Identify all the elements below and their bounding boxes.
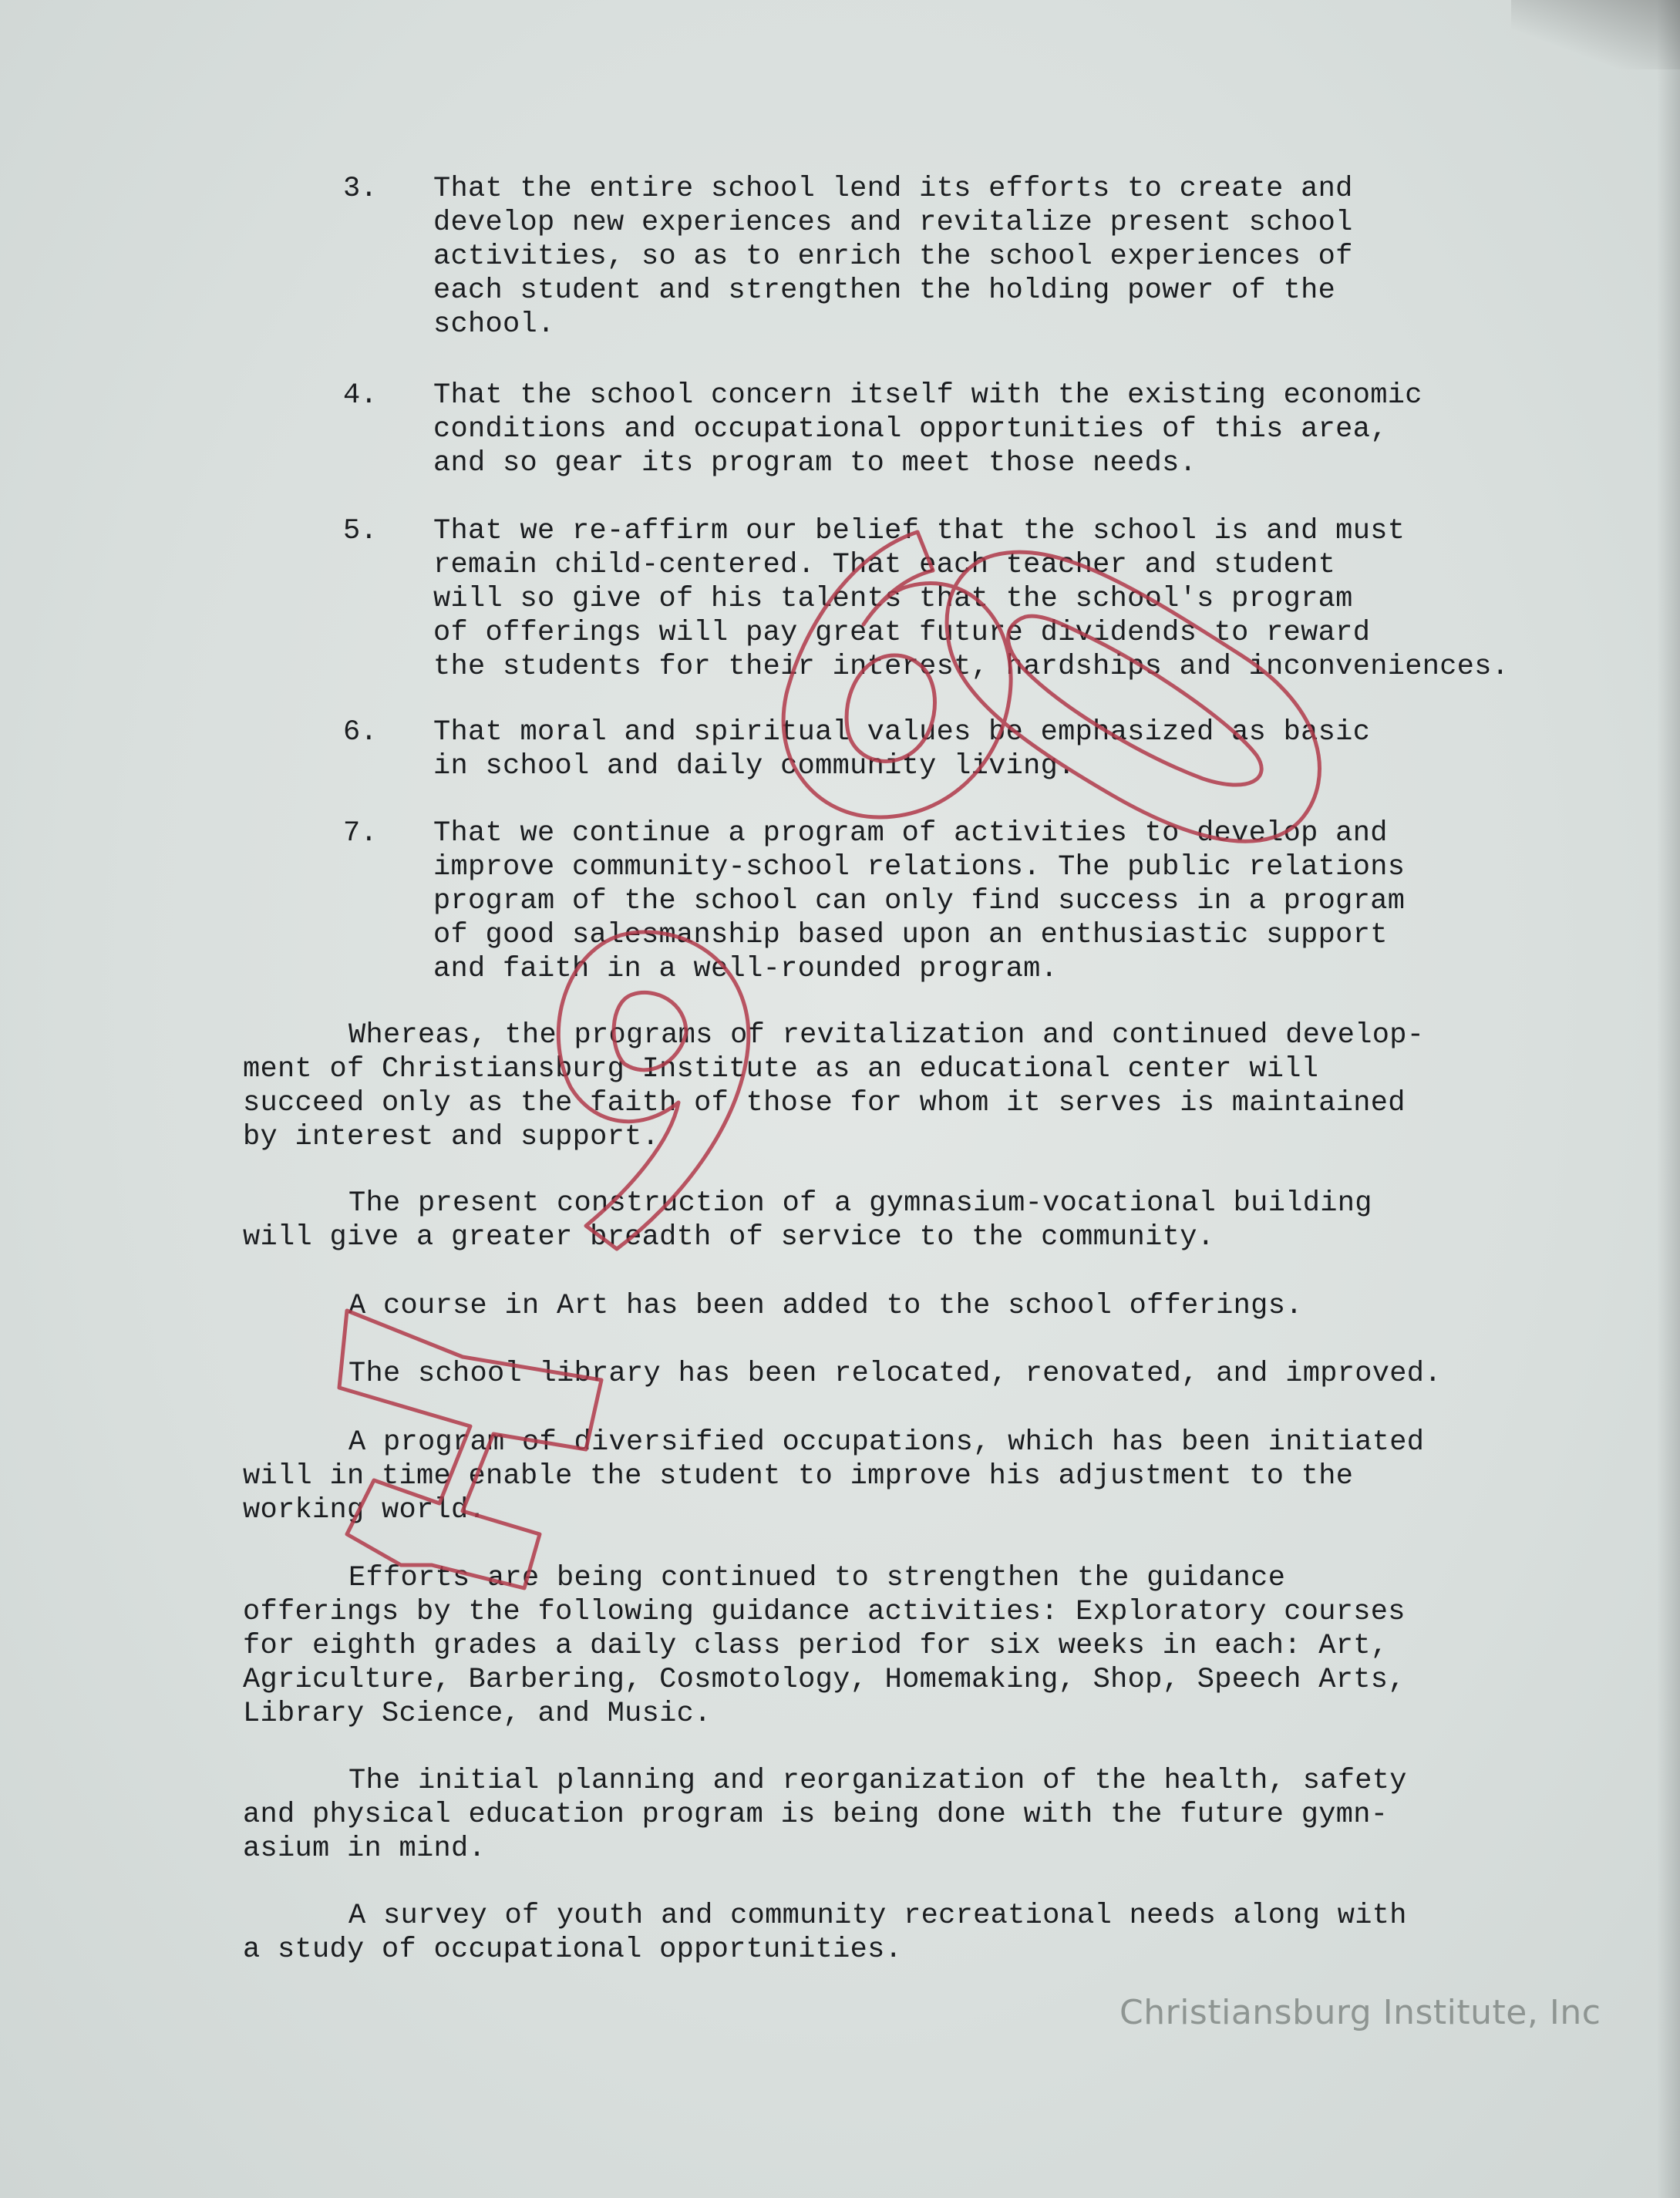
item-text: That we continue a program of activities to develop and improve community-school relations. The public relations program of the school can only find success in a program of good salesmanship based upon an enthusiastic support and faith in a well-rounded program. (433, 817, 1406, 985)
stamp-digit-0 (947, 552, 1319, 841)
paragraph-text: A survey of youth and community recreational needs along with a study of occupational opportunities. (243, 1900, 1407, 1966)
item-number: 4. (343, 379, 378, 412)
watermark: Christiansburg Institute, Inc (1119, 1993, 1601, 2032)
paragraph-text: A course in Art has been added to the school offerings. (348, 1290, 1303, 1322)
paragraph-text: The initial planning and reorganization of the health, safety and physical education program is being done with the future gymn- asium in mind. (243, 1765, 1407, 1865)
stamp-digit-1 (339, 1311, 601, 1588)
item-text: That the entire school lend its efforts to create and develop new experiences and revitalize present school activities, so as to enrich the school experiences of each student and strengthen the holding power of the school. (433, 173, 1353, 341)
item-number: 7. (343, 817, 378, 850)
paragraph-text: The present construction of a gymnasium-vocational building will give a greater breadth of service to the community. (243, 1187, 1372, 1254)
item-text: That moral and spiritual values be emphasized as basic in school and daily community living. (433, 716, 1371, 783)
item-number: 6. (343, 716, 378, 749)
paragraph-text: A program of diversified occupations, which has been initiated will in time enable the student to improve his adjustment to the working world. (243, 1426, 1425, 1526)
item-text: That the school concern itself with the existing economic conditions and occupational opportunities of this area, and so gear its program to meet those needs. (433, 379, 1422, 480)
item-text: That we re-affirm our belief that the school is and must remain child-centered. That each teacher and student will so give of his talents that the school's program of offerings will pay great future dividends to reward the students for their interest, hardships and inconveniences. (433, 515, 1510, 683)
paragraph-text: Efforts are being continued to strengthen the guidance offerings by the following guidance activities: Exploratory courses for eighth grades a daily class period for six weeks in each: Art, Agriculture, Barbering, Cosmotology, Homemaking, Shop, Speech Arts, Library Science, and Music. (243, 1562, 1406, 1730)
item-number: 5. (343, 515, 378, 547)
paragraph-text: Whereas, the programs of revitalization and continued develop- ment of Christiansburg Institute as an educational center will succeed only as the faith of those for whom it serves is maintained by interest and support. (243, 1019, 1425, 1153)
stamp-1960-glyphs (339, 532, 1319, 1588)
paragraph-text: The school library has been relocated, renovated, and improved. (348, 1358, 1442, 1390)
item-number: 3. (343, 173, 378, 205)
stamp-digit-6 (783, 532, 1011, 817)
stamp-digit-9 (558, 932, 749, 1249)
